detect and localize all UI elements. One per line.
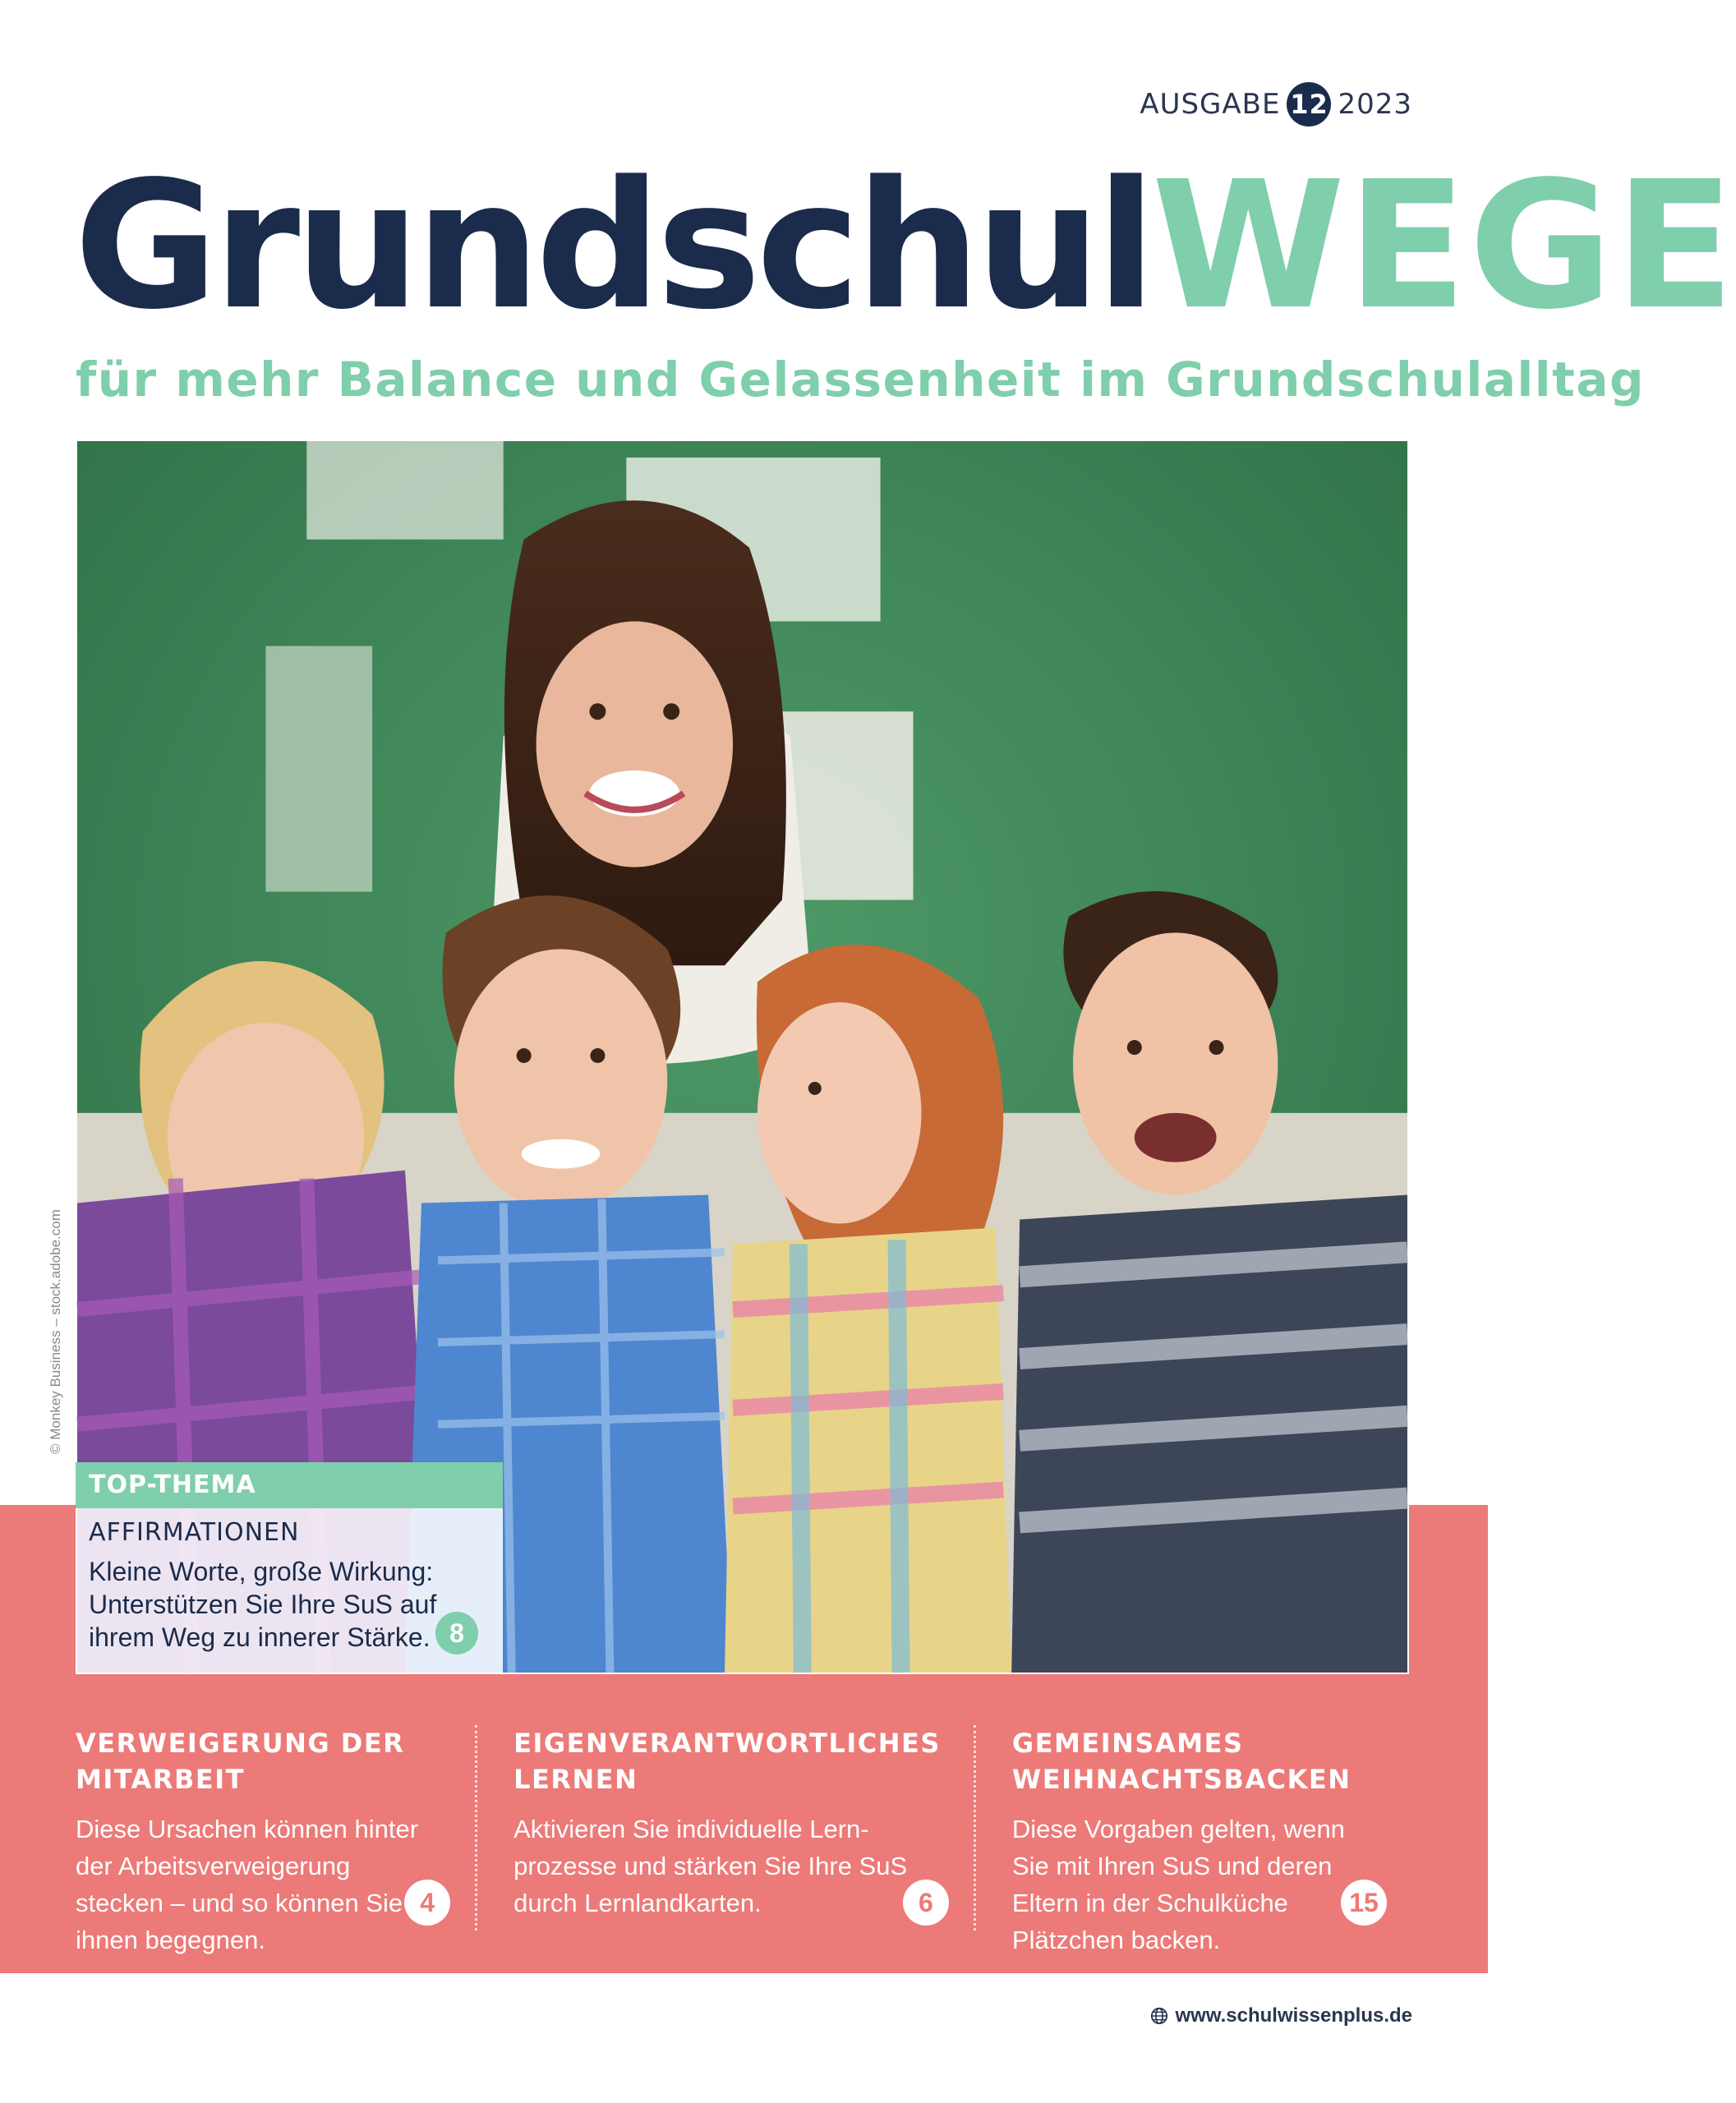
top-thema-text: Kleine Worte, große Wirkung: Unterstützen Sie Ihre SuS auf ihrem Weg zu innerer Stärke. (89, 1557, 437, 1652)
teaser-page-badge: 15 (1341, 1880, 1387, 1926)
teaser-text: Aktivieren Sie individuelle Lernprozesse und stärken Sie Ihre SuS durch Lernlandkarten. (513, 1815, 908, 1917)
teaser-title: VERWEIGERUNG DER MITARBEIT (76, 1728, 405, 1795)
globe-icon (1150, 2007, 1168, 2025)
teaser-text: Diese Vorgaben gelten, wenn Sie mit Ihren SuS und deren Eltern in der Schulküche Plätzchen backen. (1011, 1815, 1345, 1954)
teaser-item (974, 1725, 1411, 1954)
teaser-text: Diese Ursachen können hinter der Arbeitsverweigerung stecken – und so können Sie ihnen begegnen. (76, 1815, 419, 1954)
footer (1150, 2004, 1412, 2027)
top-thema-tag: TOP-THEMA (76, 1462, 503, 1508)
top-thema-title: AFFIRMATIONEN (89, 1518, 300, 1547)
top-thema-box (76, 1508, 503, 1673)
teaser-title: GEMEINSAMES WEIHNACHTSBACKEN (1011, 1728, 1352, 1795)
teaser-page-badge: 6 (903, 1880, 949, 1926)
teaser-title: EIGENVERANTWORTLICHES LERNEN (513, 1728, 941, 1795)
website-link[interactable]: www.schulwissenplus.de (1175, 2004, 1412, 2027)
masthead-part1: Grundschul (74, 144, 1152, 348)
teaser-item (475, 1725, 974, 1930)
teaser-page-badge: 4 (404, 1880, 450, 1926)
masthead-title (74, 144, 1736, 348)
masthead-part2: WEGE (1151, 144, 1736, 348)
issue-year: 2023 (1338, 88, 1412, 121)
teaser-item (76, 1725, 475, 1954)
teaser-row (76, 1725, 1411, 1954)
top-thema-page-badge: 8 (435, 1612, 478, 1654)
issue-label: AUSGABE (1140, 88, 1281, 121)
issue-line (1140, 82, 1412, 127)
tagline: für mehr Balance und Gelassenheit im Grundschulalltag (76, 352, 1646, 407)
photo-credit: © Monkey Business – stock.adobe.com (48, 1209, 63, 1454)
issue-number-badge: 12 (1287, 82, 1331, 127)
